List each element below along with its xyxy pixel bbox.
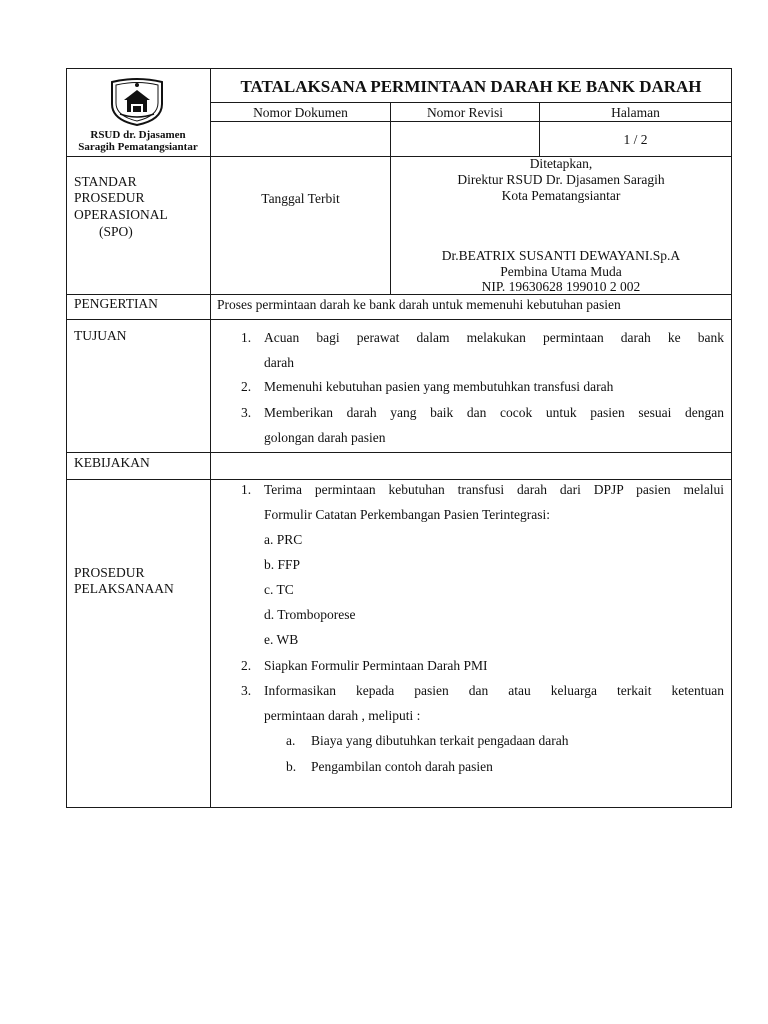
tujuan-3-line2: golongan darah pasien xyxy=(264,430,386,445)
prosedur-sub-b: b. FFP xyxy=(264,557,301,572)
spo-label-line3: OPERASIONAL xyxy=(74,207,168,222)
spo-label-line4: (SPO) xyxy=(99,224,133,239)
tujuan-2-line1: Memenuhi kebutuhan pasien yang membutuhkan transfusi darah xyxy=(264,379,614,394)
hospital-name-line1: RSUD dr. Djasamen xyxy=(90,129,186,141)
prosedur-2-num: 2. xyxy=(241,658,252,673)
signer-nip: NIP. 19630628 199010 2 002 xyxy=(481,279,641,294)
header-nomor-dokumen: Nomor Dokumen xyxy=(253,105,348,120)
prosedur-label-line2: PELAKSANAAN xyxy=(74,581,174,596)
halaman-value: 1 / 2 xyxy=(623,132,648,147)
document-title: TATALAKSANA PERMINTAAN DARAH KE BANK DARAH xyxy=(240,77,702,96)
tujuan-label: TUJUAN xyxy=(74,328,127,343)
prosedur-sub-e: e. WB xyxy=(264,632,299,647)
tujuan-3-num: 3. xyxy=(241,405,252,420)
hospital-name-line2: Saragih Pematangsiantar xyxy=(78,141,198,153)
prosedur-1-line2: Formulir Catatan Perkembangan Pasien Terintegrasi: xyxy=(264,507,550,522)
prosedur-label-line1: PROSEDUR xyxy=(74,565,145,580)
prosedur-sub-c: c. TC xyxy=(264,582,294,597)
header-nomor-revisi: Nomor Revisi xyxy=(426,105,504,120)
prosedur-3b-num: b. xyxy=(286,759,297,774)
tujuan-2-num: 2. xyxy=(241,379,252,394)
ditetapkan-line1: Ditetapkan, xyxy=(529,156,593,171)
kebijakan-label: KEBIJAKAN xyxy=(74,455,150,470)
signer-name: Dr.BEATRIX SUSANTI DEWAYANI.Sp.A xyxy=(441,248,681,263)
prosedur-sub-d: d. Tromboporese xyxy=(264,607,356,622)
tanggal-terbit: Tanggal Terbit xyxy=(261,191,340,206)
prosedur-3b-text: Pengambilan contoh darah pasien xyxy=(311,759,493,774)
prosedur-3-line2: permintaan darah , meliputi : xyxy=(264,708,421,723)
spo-label-line1: STANDAR xyxy=(74,174,137,189)
prosedur-3a-text: Biaya yang dibutuhkan terkait pengadaan darah xyxy=(311,733,569,748)
prosedur-3-num: 3. xyxy=(241,683,252,698)
prosedur-3a-num: a. xyxy=(286,733,296,748)
header-halaman: Halaman xyxy=(611,105,660,120)
prosedur-1-num: 1. xyxy=(241,482,252,497)
prosedur-1-line1: Terima permintaan kebutuhan transfusi darah dari DPJP pasien melalui xyxy=(264,482,724,497)
tujuan-3-line1: Memberikan darah yang baik dan cocok untuk pasien sesuai dengan xyxy=(264,405,724,420)
tujuan-1-line1: Acuan bagi perawat dalam melakukan permintaan darah ke bank xyxy=(264,330,724,345)
prosedur-3-line1: Informasikan kepada pasien dan atau keluarga terkait ketentuan xyxy=(264,683,724,698)
prosedur-2-line1: Siapkan Formulir Permintaan Darah PMI xyxy=(264,658,488,673)
signer-rank: Pembina Utama Muda xyxy=(500,264,622,279)
pengertian-label: PENGERTIAN xyxy=(74,296,158,311)
ditetapkan-line3: Kota Pematangsiantar xyxy=(501,188,621,203)
tujuan-1-line2: darah xyxy=(264,355,294,370)
pengertian-text: Proses permintaan darah ke bank darah untuk memenuhi kebutuhan pasien xyxy=(217,297,621,312)
tujuan-1-num: 1. xyxy=(241,330,252,345)
ditetapkan-line2: Direktur RSUD Dr. Djasamen Saragih xyxy=(457,172,665,187)
hospital-logo xyxy=(106,76,168,126)
prosedur-sub-a: a. PRC xyxy=(264,532,303,547)
spo-label-line2: PROSEDUR xyxy=(74,190,145,205)
